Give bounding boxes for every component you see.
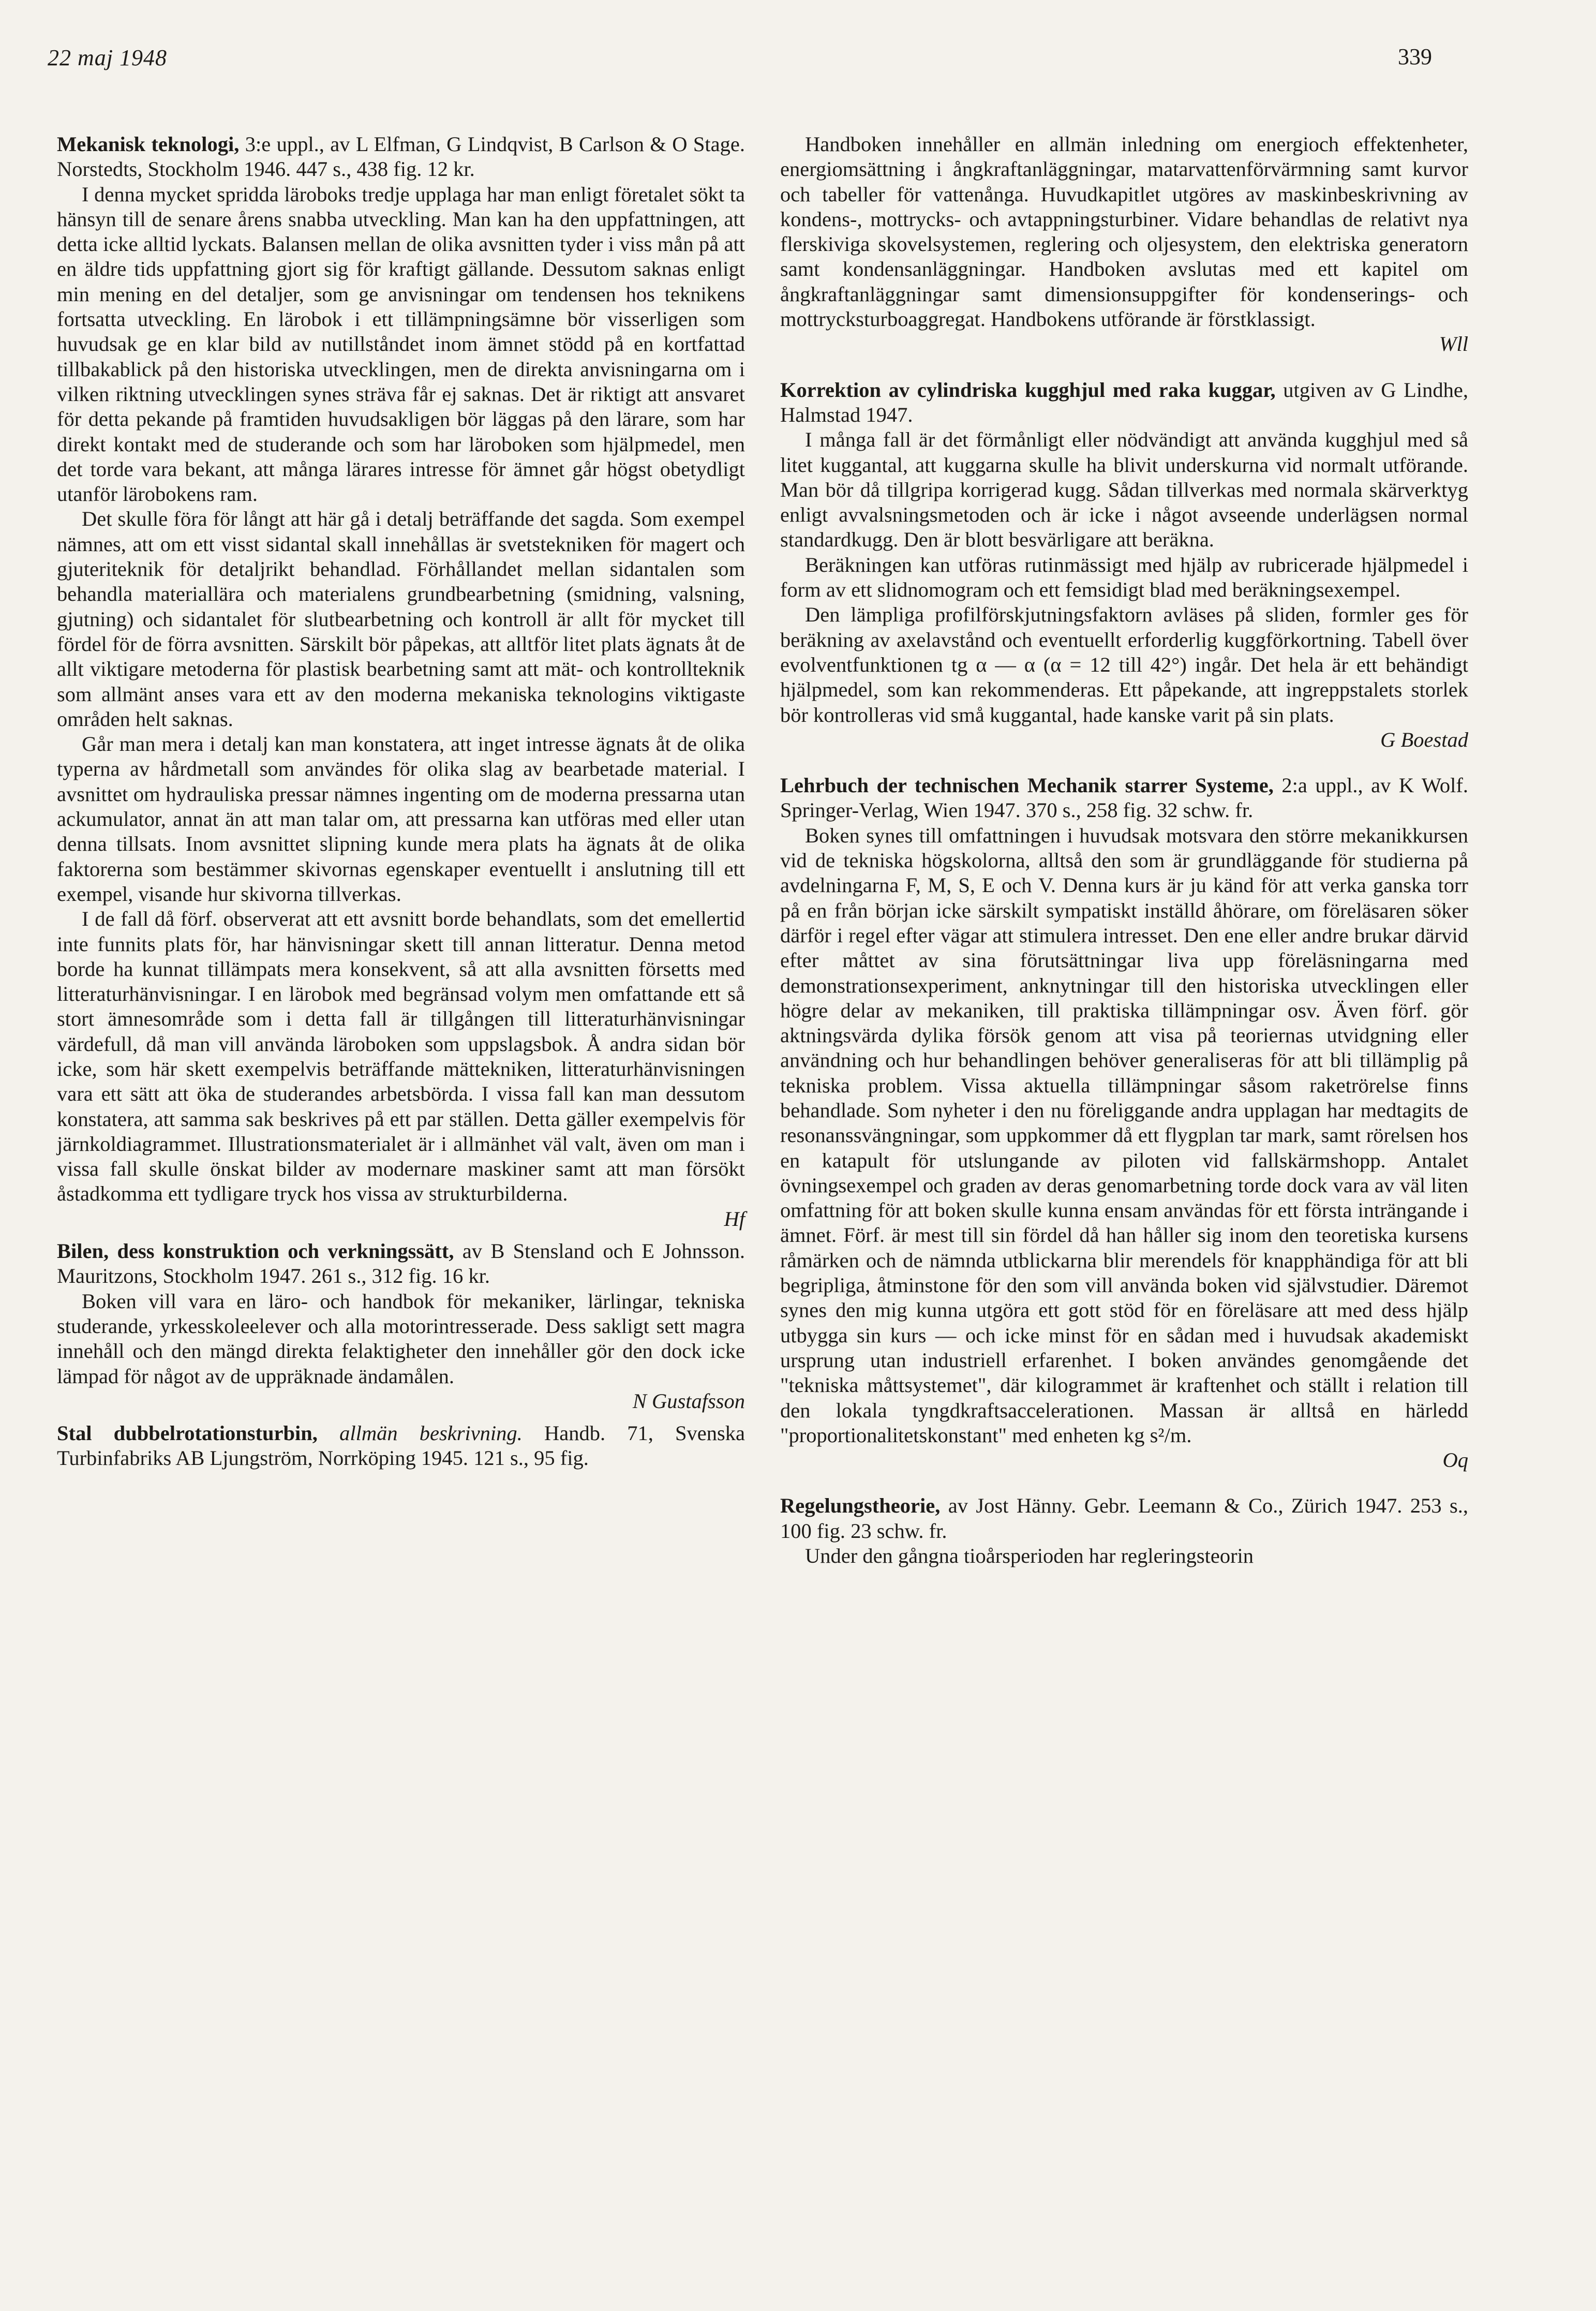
- review-meta: 2:a uppl., av K Wolf. Springer-Verlag, Wien 1947. 370 s., 258 fig. 32 schw. fr.: [780, 774, 1468, 822]
- review-paragraph: Boken synes till omfattningen i huvudsak motsvara den större mekanikkursen vid de tekniska högskolorna, alltså den som är grundläggande för studierna på avdelningarna F, M, S, E och V. Denna kurs är ju känd för att verka ganska torr på en från början icke särskilt sympatiskt inställd åhörare, om föreläsaren söker därför i regel efter vägar att stimulera intresset. Den ene eller andre brukar därvid efter måttet av sina förutsättningar liva upp föreläsningarna med demonstrationsexperiment, anknytningar till den historiska utvecklingen eller högre delar av mekaniken, till praktiska tillämpningar osv. Även förf. gör aktningsvärda dylika försök genom att visa på teoriernas utvidgning eller användning och hur behandlingen behöver generaliseras för att bli tillämplig på tekniska problem. Vissa aktuella tillämpningar såsom raketrörelse finns behandlade. Som nyheter i den nu föreliggande andra upplagan har medtagits de resonanssvängningar, som uppkommer då ett flygplan tar mark, samt rörelsen hos en katapult för utslungande av piloten vid fallskärmshopp. Antalet övningsexempel och graden av deras genomarbetning torde dock vara av väl liten omfattning för att boken skulle kunna ensam användas för ett första inträngande i ämnet. Förf. är mest till sin fördel då han håller sig inom den teoretiska kursens råmärken och de nämnda utblickarna blir merendels för knapphändiga för att bli begripliga, åtminstone för den som vill använda boken vid självstudier. Däremot synes den mig kunna utgöra ett gott stöd för en föreläsare att med dess hjälp utbygga sin kurs — och icke minst för en sådan med i huvudsak akademiskt ursprung utan industriell erfarenhet. I boken användes genomgående det "tekniska måttsystemet", där kilogrammet är kraftenhet och ställt i relation till den lokala tyngdkraftsaccelerationen. Massan är alltså en härledd "proportionalitetskonstant" med enheten kg s²/m.: [780, 823, 1468, 1447]
- review-meta: Handb. 71, Svenska Turbinfabriks AB Ljungström, Norrköping 1945. 121 s., 95 fig.: [57, 1421, 745, 1470]
- review-title: Stal dubbelrotationsturbin,: [57, 1421, 318, 1445]
- review-meta: av B Stensland och E Johnsson. Mauritzons, Stockholm 1947. 261 s., 312 fig. 16 kr.: [57, 1239, 745, 1288]
- review-heading-regelungstheorie: [780, 1493, 1468, 1544]
- reviewer-signature: N Gustafsson: [632, 1389, 745, 1413]
- left-column: [57, 132, 745, 1471]
- reviewer-signature: Wll: [1439, 332, 1468, 356]
- review-paragraph: I denna mycket spridda läroboks tredje upplaga har man enligt företalet sökt ta hänsyn till de senare årens snabba utveckling. Man kan ha den uppfattningen, att detta icke alltid lyckats. Balansen mellan de olika avsnitten tyder i viss mån på att en äldre tids uppfattning gjort sig för kraftigt gällande. Dessutom saknas enligt min mening en del detaljer, som ge anvisningar om tendensen hos teknikens fortsatta utveckling. En lärobok i ett tillämpningsämne bör visserligen som huvudsak ge en klar bild av nutillståndet inom ämnet stödd på en kortfattad tillbakablick på den historiska utvecklingen, men de direkta anvisningarna om i vilken riktning utvecklingen synes sträva får ej saknas. Det är riktigt att ansvaret för detta pekande på framtiden huvudsakligen bör läggas på den lärare, som har direkt kontakt med de studerande och som har läroboken som hjälpmedel, men det torde vara bekant, att många lärares intresse för ämnet går högst obetydligt utanför lärobokens ram.: [57, 182, 745, 506]
- page-number: 339: [1398, 44, 1432, 69]
- review-paragraph: I många fall är det förmånligt eller nödvändigt att använda kugghjul med så litet kuggantal, att kuggarna skulle ha blivit underskurna vid normalt utförande. Man bör då tillgripa korrigerad kugg. Sådan tillverkas med normala skärverktyg enligt avvalsningsmetoden och är icke i något avseende underlägsen normal standardkugg. Den är blott besvärligare att beräkna.: [780, 428, 1468, 552]
- review-title: Regelungstheorie,: [780, 1494, 941, 1518]
- review-title: Korrektion av cylindriska kugghjul med raka kuggar,: [780, 378, 1276, 402]
- review-paragraph: Det skulle föra för långt att här gå i detalj beträffande det sagda. Som exempel nämnes, att om ett visst sidantal skall innehållas är svetstekniken för magert och gjuteriteknik för detaljrikt behandlad. Förhållandet mellan sidantalen som behandla materiallära och materialens grundbearbetning (smidning, valsning, gjutning) och sidantalet för slutbearbetning och kontroll är allt för mycket till fördel för de förra avsnitten. Särskilt bör påpekas, att alltför litet plats ägnats åt de allt viktigare metoderna för plastisk bearbetning samt att mät- och kontrollteknik som allmänt anses vara ett av den moderna mekaniska teknologins viktigaste områden helt saknas.: [57, 507, 745, 731]
- review-paragraph: Under den gångna tioårsperioden har regleringsteorin: [805, 1544, 1254, 1568]
- reviewer-signature: Hf: [724, 1207, 745, 1231]
- review-paragraph: Beräkningen kan utföras rutinmässigt med hjälp av rubricerade hjälpmedel i form av ett slidnomogram och ett femsidigt blad med beräkningsexempel.: [780, 553, 1468, 602]
- review-meta: av Jost Hänny. Gebr. Leemann & Co., Zürich 1947. 253 s., 100 fig. 23 schw. fr.: [780, 1494, 1468, 1543]
- review-title: Lehrbuch der technischen Mechanik starrer Systeme,: [780, 774, 1274, 797]
- review-paragraph: Handboken innehåller en allmän inledning om energioch effektenheter, energiomsättning i ångkraftanläggningar, matarvattenförvärmning samt kurvor och tabeller för vattenånga. Huvudkapitlet utgöres av maskinbeskrivning av kondens-, mottrycks- och avtappningsturbiner. Vidare behandlas de relativt nya flerskiviga skovelsystemen, reglering och oljesystem, den elektriska generatorn samt kondensanläggningar. Handboken avslutas med ett kapitel om ångkraftanläggningar samt dimensionsuppgifter för kondenserings- och mottrycksturboaggregat. Handbokens utförande är förstklassigt.: [780, 132, 1468, 331]
- issue-date: 22 maj 1948: [48, 45, 167, 70]
- review-heading-bilen: [57, 1239, 745, 1289]
- reviewer-signature: G Boestad: [1380, 728, 1468, 751]
- review-meta: 3:e uppl., av L Elfman, G Lindqvist, B Carlson & O Stage. Norstedts, Stockholm 1946. 447 s., 438 fig. 12 kr.: [57, 132, 745, 181]
- review-paragraph: Boken vill vara en läro- och handbok för mekaniker, lärlingar, tekniska studerande, yrkesskoleelever och alla motorintresserade. Dess sakligt sett magra innehåll och den mängd direkta felaktigheter den innehåller gör den dock icke lämpad för något av de uppräknade ändamålen.: [57, 1289, 745, 1388]
- review-title: Bilen, dess konstruktion och verkningssätt,: [57, 1239, 454, 1263]
- review-meta: utgiven av G Lindhe, Halmstad 1947.: [780, 378, 1469, 426]
- review-paragraph: Går man mera i detalj kan man konstatera, att inget intresse ägnats åt de olika typerna av hårdmetall som användes för olika slag av bearbetade material. I avsnittet om hydrauliska pressar nämnes ingenting om de moderna pressarna utan ackumulator, annat än att man talar om, att pressarna kan utföras med eller utan denna tillsats. Inom avsnittet slipning kunde mera plats ha ägnats åt de olika faktorerna som bestämmer skivornas egenskaper eventuellt i anslutning till ett exempel, visande hur skivorna tillverkas.: [57, 732, 745, 906]
- right-column: [780, 132, 1468, 1568]
- reviewer-signature: Oq: [1442, 1448, 1468, 1472]
- review-title: Mekanisk teknologi,: [57, 132, 240, 156]
- review-paragraph: Den lämpliga profilförskjutningsfaktorn avläses på sliden, formler ges för beräkning av axelavstånd och eventuellt erforderlig kuggförkortning. Tabell över evolventfunktionen tg α — α (α = 12 till 42°) ingår. Det hela är ett behändigt hjälpmedel, som kan rekommenderas. Ett påpekande, att ingreppstalets storlek bör kontrolleras vid små kuggantal, hade kanske varit på sin plats.: [780, 603, 1468, 727]
- review-subtitle: allmän beskrivning.: [317, 1421, 523, 1445]
- review-paragraph: I de fall då förf. observerat att ett avsnitt borde behandlats, som det emellertid inte funnits plats för, har hänvisningar skett till annan litteratur. Denna metod borde ha kunnat tillämpats mera konsekvent, så att alla avsnitten försetts med litteraturhänvisningar. I en lärobok med begränsad volym men omfattande ett så stort ämnesområde som i detta fall är tillgången till litteraturhänvisningar värdefull, då man vill använda läroboken som uppslagsbok. Å andra sidan bör icke, som här skett exempelvis beträffande mättekniken, litteraturhänvisningen vara ett sätt att öka de studerandes arbetsbörda. I vissa fall kan man dessutom konstatera, att samma sak beskrives på ett par ställen. Detta gäller exempelvis för järnkoldiagrammet. Illustrationsmaterialet är i allmänhet väl valt, även om man i vissa fall skulle önskat bilder av modernare maskiner samt att man försökt åstadkomma ett tydligare tryck hos vissa av strukturbilderna.: [57, 907, 745, 1206]
- review-heading-korrektion: [780, 378, 1468, 428]
- review-heading-stal-turbin: [57, 1421, 745, 1471]
- review-heading-mekanisk-teknologi: [57, 132, 745, 182]
- review-heading-lehrbuch: [780, 773, 1468, 823]
